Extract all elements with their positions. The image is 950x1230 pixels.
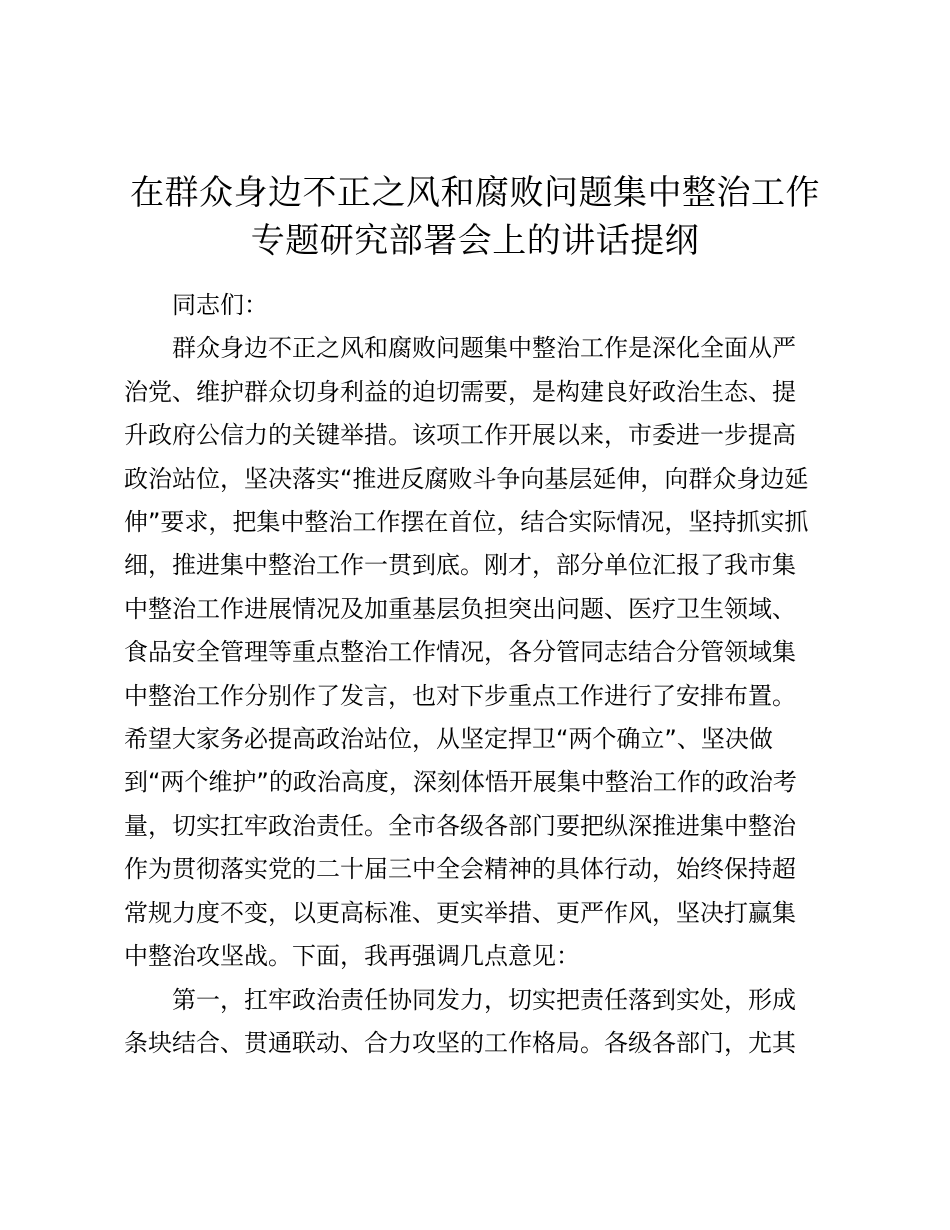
body-line: 到“两个维护”的政治高度，深刻体悟开展集中整治工作的政治考 xyxy=(124,768,797,797)
salutation: 同志们： xyxy=(172,291,268,319)
body-line: 条块结合、贯通联动、合力攻坚的工作格局。各级各部门，尤其 xyxy=(124,1028,796,1057)
body-line: 常规力度不变，以更高标准、更实举措、更严作风，坚决打赢集 xyxy=(124,898,796,927)
body-line: 食品安全管理等重点整治工作情况，各分管同志结合分管领域集 xyxy=(124,638,796,667)
document-title-line-1: 在群众身边不正之风和腐败问题集中整治工作 xyxy=(130,173,820,213)
body-line: 伸”要求，把集中整治工作摆在首位，结合实际情况，坚持抓实抓 xyxy=(124,508,809,537)
body-line: 中整治工作进展情况及加重基层负担突出问题、医疗卫生领域、 xyxy=(124,594,796,623)
document-body xyxy=(124,284,844,1065)
body-line: 群众身边不正之风和腐败问题集中整治工作是深化全面从严 xyxy=(172,334,796,363)
body-line: 治党、维护群众切身利益的迫切需要，是构建良好政治生态、提 xyxy=(124,377,796,406)
body-line: 细，推进集中整治工作一贯到底。刚才，部分单位汇报了我市集 xyxy=(124,551,796,580)
body-line: 政治站位，坚决落实“推进反腐败斗争向基层延伸，向群众身边延 xyxy=(124,464,809,493)
body-line: 升政府公信力的关键举措。该项工作开展以来，市委进一步提高 xyxy=(124,421,796,450)
body-line: 中整治攻坚战。下面，我再强调几点意见： xyxy=(124,942,580,971)
body-line: 希望大家务必提高政治站位，从坚定捍卫“两个确立”、坚决做 xyxy=(124,725,773,754)
document-title-line-2: 专题研究部署会上的讲话提纲 xyxy=(250,221,700,261)
body-line: 量，切实扛牢政治责任。全市各级各部门要把纵深推进集中整治 xyxy=(124,811,796,840)
body-line: 中整治工作分别作了发言，也对下步重点工作进行了安排布置。 xyxy=(124,681,796,710)
body-line: 第一，扛牢政治责任协同发力，切实把责任落到实处，形成 xyxy=(172,985,796,1014)
body-line: 作为贯彻落实党的二十届三中全会精神的具体行动，始终保持超 xyxy=(124,855,796,884)
